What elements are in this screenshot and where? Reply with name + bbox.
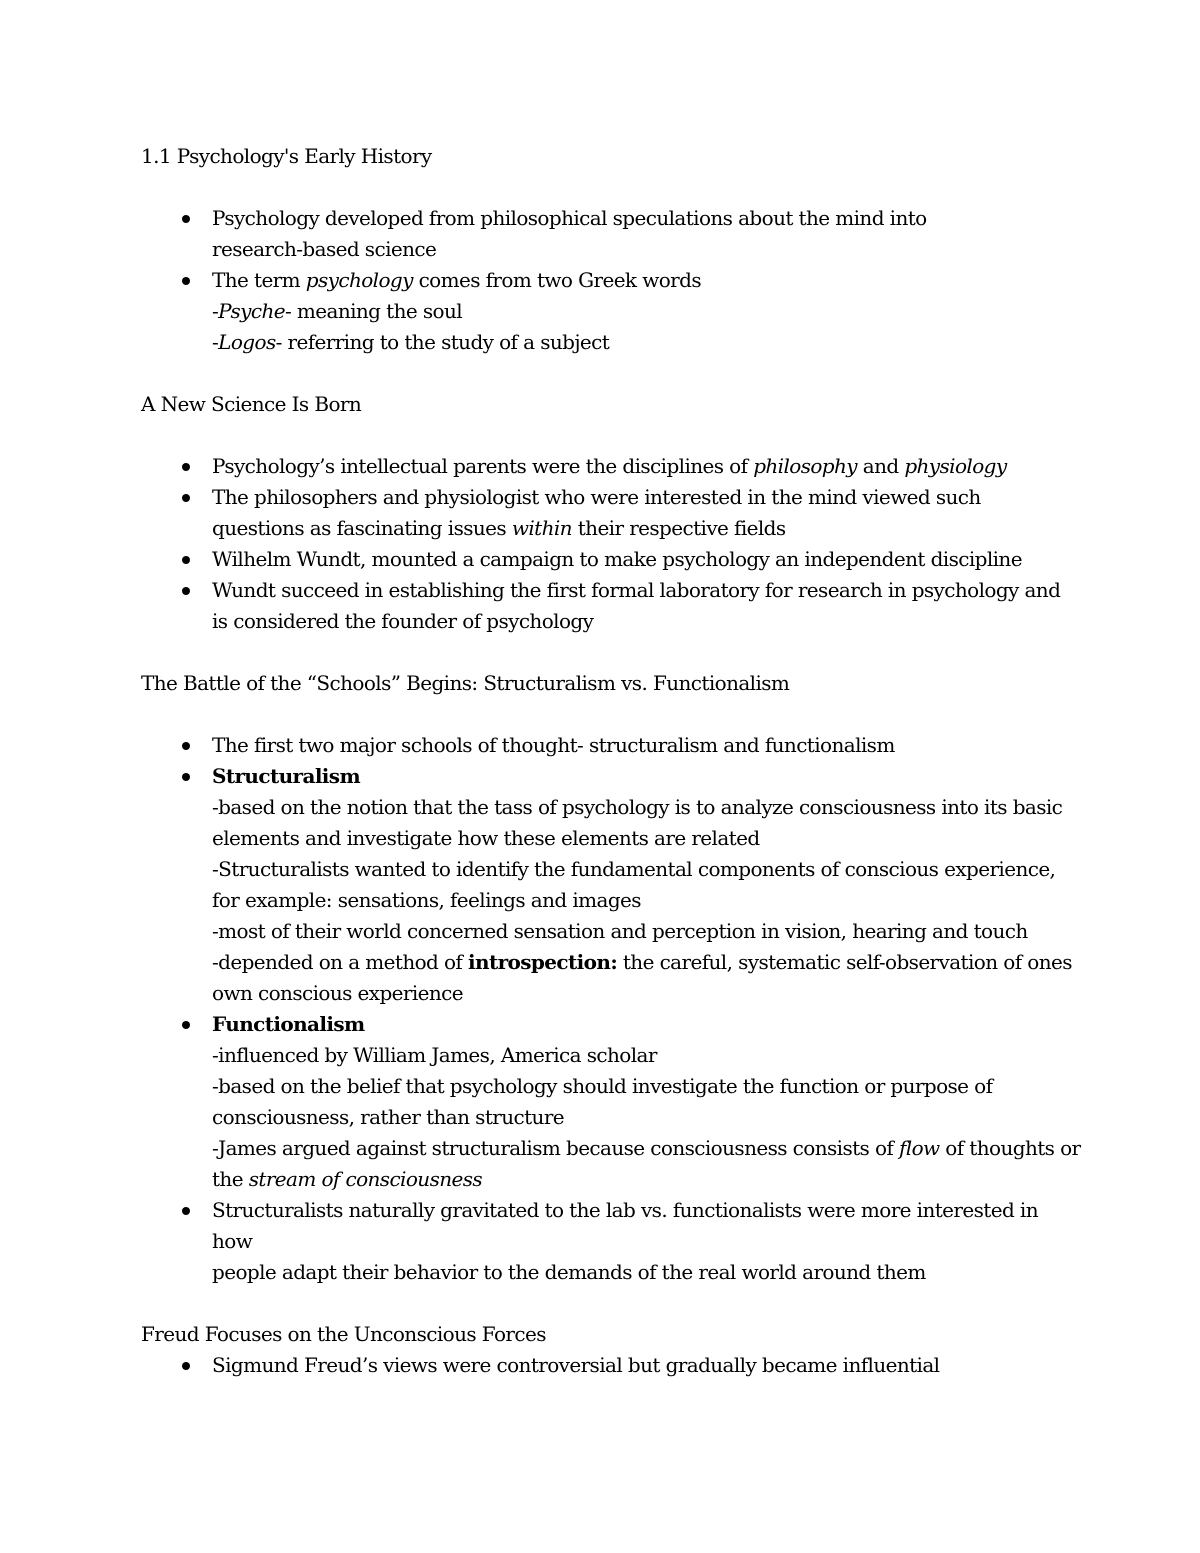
bullet-icon <box>182 1362 190 1370</box>
list-item: The first two major schools of thought- structuralism and functionalism <box>141 730 1081 761</box>
bullet-list <box>141 1350 1081 1381</box>
document-content <box>141 141 1081 1381</box>
section-heading: The Battle of the “Schools” Begins: Structuralism vs. Functionalism <box>141 671 790 695</box>
list-item: Wundt succeed in establishing the first formal laboratory for research in psychology and is considered the founder of psychology <box>141 575 1081 637</box>
bullet-list <box>141 451 1081 637</box>
bullet-icon <box>182 556 190 564</box>
bullet-icon <box>182 1021 190 1029</box>
bullet-icon <box>182 277 190 285</box>
bullet-icon <box>182 742 190 750</box>
section-heading: Freud Focuses on the Unconscious Forces <box>141 1322 546 1346</box>
list-item: The term psychology comes from two Greek words -Psyche- meaning the soul -Logos- referring to the study of a subject <box>141 265 1081 358</box>
section-heading: 1.1 Psychology's Early History <box>141 144 432 168</box>
bullet-list <box>141 203 1081 358</box>
bullet-icon <box>182 494 190 502</box>
list-item: Sigmund Freud’s views were controversial but gradually became influential <box>141 1350 1081 1381</box>
bullet-icon <box>182 463 190 471</box>
list-item: Psychology’s intellectual parents were the disciplines of philosophy and physiology <box>141 451 1081 482</box>
list-item: Structuralism -based on the notion that the tass of psychology is to analyze consciousness into its basic elements and investigate how these elements are related -Structuralists wanted to identify the fundamental components of conscious experience, for example: sensations, feelings and images -most of their world concerned sensation and perception in vision, hearing and touch -depended on a method of introspection: the careful, systematic self-observation of ones own conscious experience <box>141 761 1081 1009</box>
bullet-icon <box>182 587 190 595</box>
bullet-list <box>141 730 1081 1288</box>
functionalism-title: Functionalism <box>212 1012 365 1036</box>
structuralism-title: Structuralism <box>212 764 361 788</box>
section-heading: A New Science Is Born <box>141 392 362 416</box>
list-item: Psychology developed from philosophical speculations about the mind into research-based science <box>141 203 1081 265</box>
bullet-icon <box>182 773 190 781</box>
list-item: The philosophers and physiologist who were interested in the mind viewed such questions as fascinating issues within their respective fields <box>141 482 1081 544</box>
list-item: Wilhelm Wundt, mounted a campaign to make psychology an independent discipline <box>141 544 1081 575</box>
bullet-icon <box>182 1207 190 1215</box>
bullet-icon <box>182 215 190 223</box>
list-item: Structuralists naturally gravitated to the lab vs. functionalists were more interested in how people adapt their behavior to the demands of the real world around them <box>141 1195 1081 1288</box>
list-item: Functionalism -influenced by William James, America scholar -based on the belief that psychology should investigate the function or purpose of consciousness, rather than structure -James argued against structuralism because consciousness consists of flow of thoughts or the stream of consciousness <box>141 1009 1081 1195</box>
